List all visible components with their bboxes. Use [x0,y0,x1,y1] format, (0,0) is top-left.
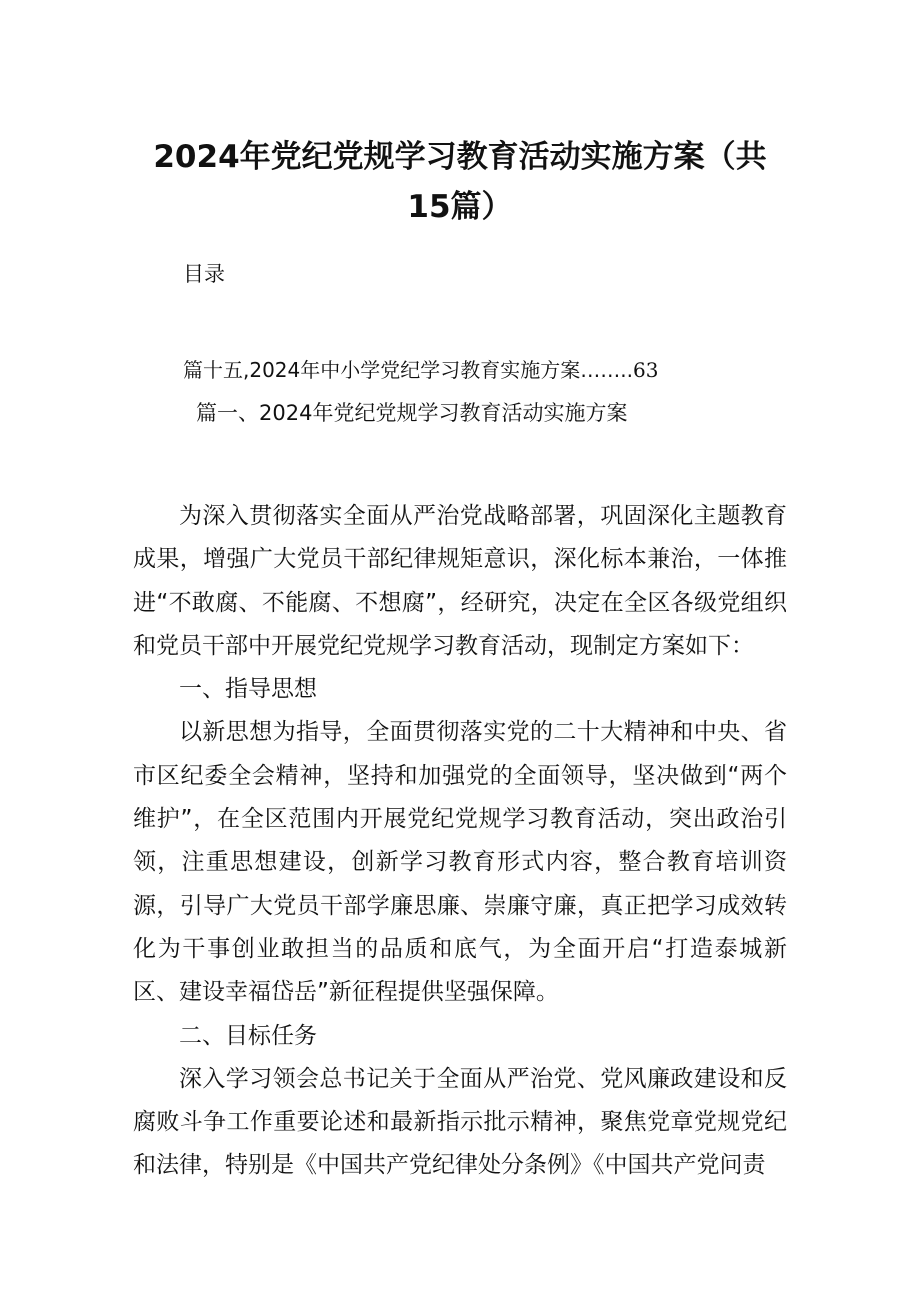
paragraph-guiding-ideology: 以新思想为指导，全面贯彻落实党的二十大精神和中央、省市区纪委全会精神，坚持和加强党的全面领导，坚决做到“两个维护”，在全区范围内开展党纪党规学习教育活动，突出政治引领，注重思想建设，创新学习教育形式内容，整合教育培训资源，引导广大党员干部学廉思廉、崇廉守廉，真正把学习成效转化为干事创业敢担当的品质和底气，为全面开启“打造泰城新区、建设幸福岱岳”新征程提供坚强保障。 [133,719,787,1006]
paragraph-intro: 为深入贯彻落实全面从严治党战略部署，巩固深化主题教育成果，增强广大党员干部纪律规矩意识，深化标本兼治，一体推进“不敢腐、不能腐、不想腐”，经研究，决定在全区各级党组织和党员干部中开展党纪党规学习教育活动，现制定方案如下： [133,503,787,659]
toc-label: 目录 [183,262,225,286]
document-title [120,132,800,232]
subheading-goals-tasks: 二、目标任务 [179,1022,317,1049]
paragraph-goals-tasks: 深入学习领会总书记关于全面从严治党、党风廉政建设和反腐败斗争工作重要论述和最新指示批示精神，聚焦党章党规党纪和法律，特别是《中国共产党纪律处分条例》《中国共产党问责 [133,1065,787,1179]
document-body [133,495,787,1188]
toc-entry-text: 篇十五,2024年中小学党纪学习教育实施方案…….. [183,358,633,382]
subheading-guiding-ideology: 一、指导思想 [179,676,317,703]
toc-entry-page: 63 [632,358,659,382]
toc-entry[interactable] [183,354,658,386]
title-line-1: 2024年党纪党规学习教育活动实施方案（共 [153,139,767,175]
section-heading: 篇一、2024年党纪党规学习教育活动实施方案 [196,401,628,425]
title-line-2: 15篇） [407,189,513,225]
